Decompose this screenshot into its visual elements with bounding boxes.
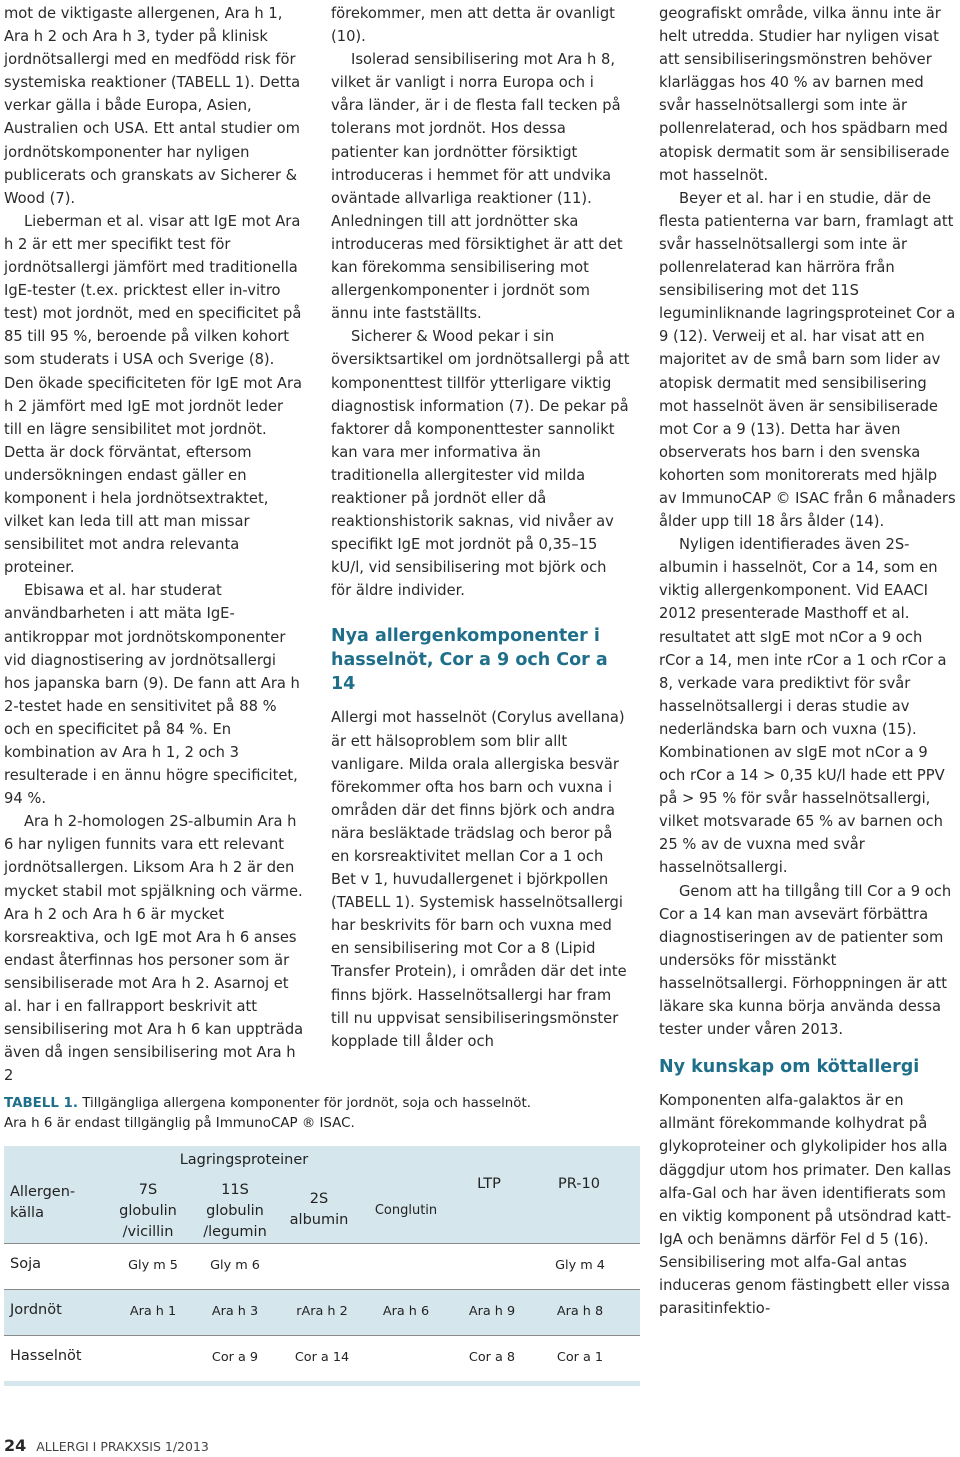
page-number: 24 (4, 1436, 27, 1455)
table-cell: rAra h 2 (296, 1304, 348, 1319)
paragraph: Sicherer & Wood pekar i sin översiktsartikel om jordnötsallergi på att komponenttest tillför ytterligare viktig diagnostisk information (7). De pekar på faktorer då komponenttester sannolikt kan vara mer informativa än traditionella allergitester vid milda reaktioner på jordnöt eller då reaktionshistorik saknas, vid nivåer av specifikt IgE mot jordnöt på 0,35–15 kU/l, vid sensibilisering mot björk och för äldre individer. (331, 328, 630, 600)
table-cell: Ara h 3 (211, 1304, 259, 1319)
column-2 (331, 2, 631, 1053)
table-cell: Ara h 1 (129, 1304, 177, 1319)
header-group: Lagringsproteiner (179, 1152, 309, 1168)
row-source: Soja (10, 1256, 41, 1272)
journal-name: ALLERGI I PRAKXSIS 1/2013 (36, 1439, 209, 1454)
table-header (4, 1146, 640, 1243)
section-heading: Nya allergenkomponenter i hasselnöt, Cor a 9 och Cor a 14 (331, 626, 608, 695)
paragraph: Isolerad sensibilisering mot Ara h 8, vilket är vanligt i norra Europa och i våra länder, är i de flesta fall tecken på tolerans mot jordnöt. Hos dessa patienter kan jordnötter försiktigt introduceras i hemmet för att undvika oväntade allvarliga reaktioner (11). Anledningen till att jordnötter ska introduceras med försiktighet är att det kan förekomma sensibilisering mot allergenkomponenter i jordnöt som ännu inte fastställts. (331, 51, 623, 323)
column-3 (659, 2, 957, 1320)
allergen-table (4, 1146, 640, 1386)
table-caption-text: Tillgängliga allergena komponenter för jordnöt, soja och hasselnöt. (82, 1096, 531, 1111)
row-source: Hasselnöt (10, 1348, 82, 1364)
table-cell: Ara h 8 (556, 1304, 604, 1319)
paragraph: Lieberman et al. visar att IgE mot Ara h 2 är ett mer specifikt test för jordnötsallergi jämfört med traditionella IgE-tester (t.ex. pricktest eller in-vitro test) mot jordnöt, med en specificitet på 85 till 95 %, beroende på vilken kohort som studerats i USA och Sverige (8). Den ökade specificiteten för IgE mot Ara h 2 jämfört med IgE mot jordnöt leder till en lägre sensibilitet mot jordnöt. Detta är dock förväntat, eftersom undersökningen endast gäller en komponent i hela jordnötsextraktet, vilket kan leda till att man missar sensibilitet mot andra relevanta proteiner. (4, 212, 303, 577)
table-cell: Ara h 6 (382, 1304, 430, 1319)
paragraph: Beyer et al. har i en studie, där de flesta patienterna var barn, framlagt att svår hasselnötsallergi som inte är pollenrelaterad kan härröra från sensibilisering mot det 11S leguminliknande lagringsproteinet Cor a 9 (12). Verweij et al. har visat att en majoritet av de små barn som lider av atopisk dermatit med sensibilisering mot hasselnöt även är sensibiliserade mot Cor a 9 (13). Detta har även observerats hos barn i den svenska kohorten som monitorerats med hjälp av ImmunoCAP © ISAC från 6 månaders ålder upp till 18 års ålder (14). (659, 189, 956, 531)
table-cell: Gly m 5 (128, 1258, 178, 1273)
header-2s: 2S albumin (289, 1191, 349, 1228)
column-1 (4, 2, 304, 1087)
paragraph: Genom att ha tillgång till Cor a 9 och Cor a 14 kan man avsevärt förbättra diagnostiseringen av de patienter som undersöks för misstänkt hasselnötsallergi. Förhoppningen är att läkare ska kunna börja använda dessa tester under våren 2013. (659, 882, 952, 1039)
table-row (4, 1336, 640, 1381)
table-caption-label: TABELL 1. (4, 1096, 78, 1111)
section-heading: Ny kunskap om köttallergi (659, 1057, 920, 1078)
paragraph: förekommer, men att detta är ovanligt (10). (331, 5, 615, 46)
paragraph: Allergi mot hasselnöt (Corylus avellana) är ett hälsoproblem som blir allt vanligare. Milda orala allergiska besvär förekommer ofta hos barn och vuxna i områden där det finns björk och andra nära besläktade trädslag och beror på en korsreaktivitet mellan Cor a 1 och Bet v 1, huvudallergenet i björkpollen (TABELL 1). Systemisk hasselnötsallergi har beskrivits för barn och vuxna med en sensibilisering mot Cor a 8 (Lipid Transfer Protein), i områden där det inte finns björk. Hasselnötsallergi har fram till nu uppvisat sensibiliseringsmönster kopplade till ålder och (331, 709, 627, 1050)
paragraph: Komponenten alfa-galaktos är en allmänt förekommande kolhydrat på glykoproteiner och glykolipider hos alla däggdjur utom hos primater. Den kallas alfa-Gal och har även identifierats som en viktig komponent på utsöndrad katt-IgA och benämns därför Fel d 5 (16). Sensibilisering mot alfa-Gal antas induceras genom fästingbett eller vissa parasitinfektio- (659, 1092, 952, 1318)
header-pr10: PR-10 (558, 1176, 600, 1192)
table-row (4, 1290, 640, 1335)
row-source: Jordnöt (10, 1302, 62, 1318)
table-cell: Cor a 8 (468, 1350, 516, 1365)
table-cell: Cor a 1 (556, 1350, 604, 1365)
page-footer (4, 1436, 209, 1455)
header-11s: 11S globulin /legumin (203, 1182, 267, 1240)
table-cell: Gly m 4 (555, 1258, 605, 1273)
paragraph: Ara h 2-homologen 2S-albumin Ara h 6 har nyligen funnits vara ett relevant jordnötsallergen. Liksom Ara h 2 är den mycket stabil mot spjälkning och värme. Ara h 2 och Ara h 6 är mycket korsreaktiva, och IgE mot Ara h 6 anses endast återfinnas hos personer som är sensibiliserade mot Ara h 2. Asarnoj et al. har i en fallrapport beskrivit att sensibilisering mot Ara h 6 kan uppträda även då ingen sensibilisering mot Ara h 2 (4, 813, 304, 1085)
table-cell: Cor a 14 (294, 1350, 350, 1365)
table-cell: Ara h 9 (468, 1304, 516, 1319)
paragraph: Nyligen identifierades även 2S-albumin i hasselnöt, Cor a 14, som en viktig allergenkomponent. Vid EAACI 2012 presenterade Masthoff et al. resultatet att sIgE mot nCor a 9 och rCor a 14, men inte rCor a 1 och rCor a 8, verkade vara prediktivt för svår hasselnötsallergi i deras studie av nederländska barn och vuxna (15). Kombinationen av sIgE mot nCor a 9 och rCor a 14 > 0,35 kU/l hade ett PPV på > 95 % för svår hasselnötsallergi, vilket motsvarade 65 % av barnen och 25 % av de vuxna med svår hasselnötsallergi. (659, 536, 947, 877)
table-caption-line2: Ara h 6 är endast tillgänglig på ImmunoCAP ® ISAC. (4, 1115, 355, 1131)
table-caption (4, 1094, 644, 1133)
table-row (4, 1244, 640, 1289)
header-7s: 7S globulin /vicillin (119, 1182, 177, 1240)
paragraph: mot de viktigaste allergenen, Ara h 1, Ara h 2 och Ara h 3, tyder på klinisk jordnötsallergi med en medfödd risk för systemiska reaktioner (TABELL 1). Detta verkar gälla i både Europa, Asien, Australien och USA. Ett antal studier om jordnötskomponenter har nyligen publicerats och granskats av Sicherer & Wood (7). (4, 5, 301, 207)
paragraph: Ebisawa et al. har studerat användbarheten i att mäta IgE-antikroppar mot jordnötskomponenter vid diagnostisering av jordnötsallergi hos japanska barn (9). De fann att Ara h 2-testet hade en sensitivitet på 88 % och en specificitet på 84 %. En kombination av Ara h 1, 2 och 3 resulterade i en ännu högre specificitet, 94 %. (4, 582, 300, 808)
header-source: Allergen-källa (10, 1184, 76, 1221)
table-cell: Cor a 9 (211, 1350, 259, 1365)
header-ltp: LTP (477, 1176, 501, 1192)
paragraph: geografiskt område, vilka ännu inte är helt utredda. Studier har nyligen visat att sensibiliseringsmönstren behöver klarläggas hos 40 % av barnen med svår hasselnötsallergi som inte är pollenrelaterad, och hos spädbarn med atopisk dermatit som är sensibiliserade mot hasselnöt. (659, 5, 950, 184)
table-cell: Gly m 6 (210, 1258, 260, 1273)
header-conglutin: Conglutin (374, 1203, 438, 1218)
